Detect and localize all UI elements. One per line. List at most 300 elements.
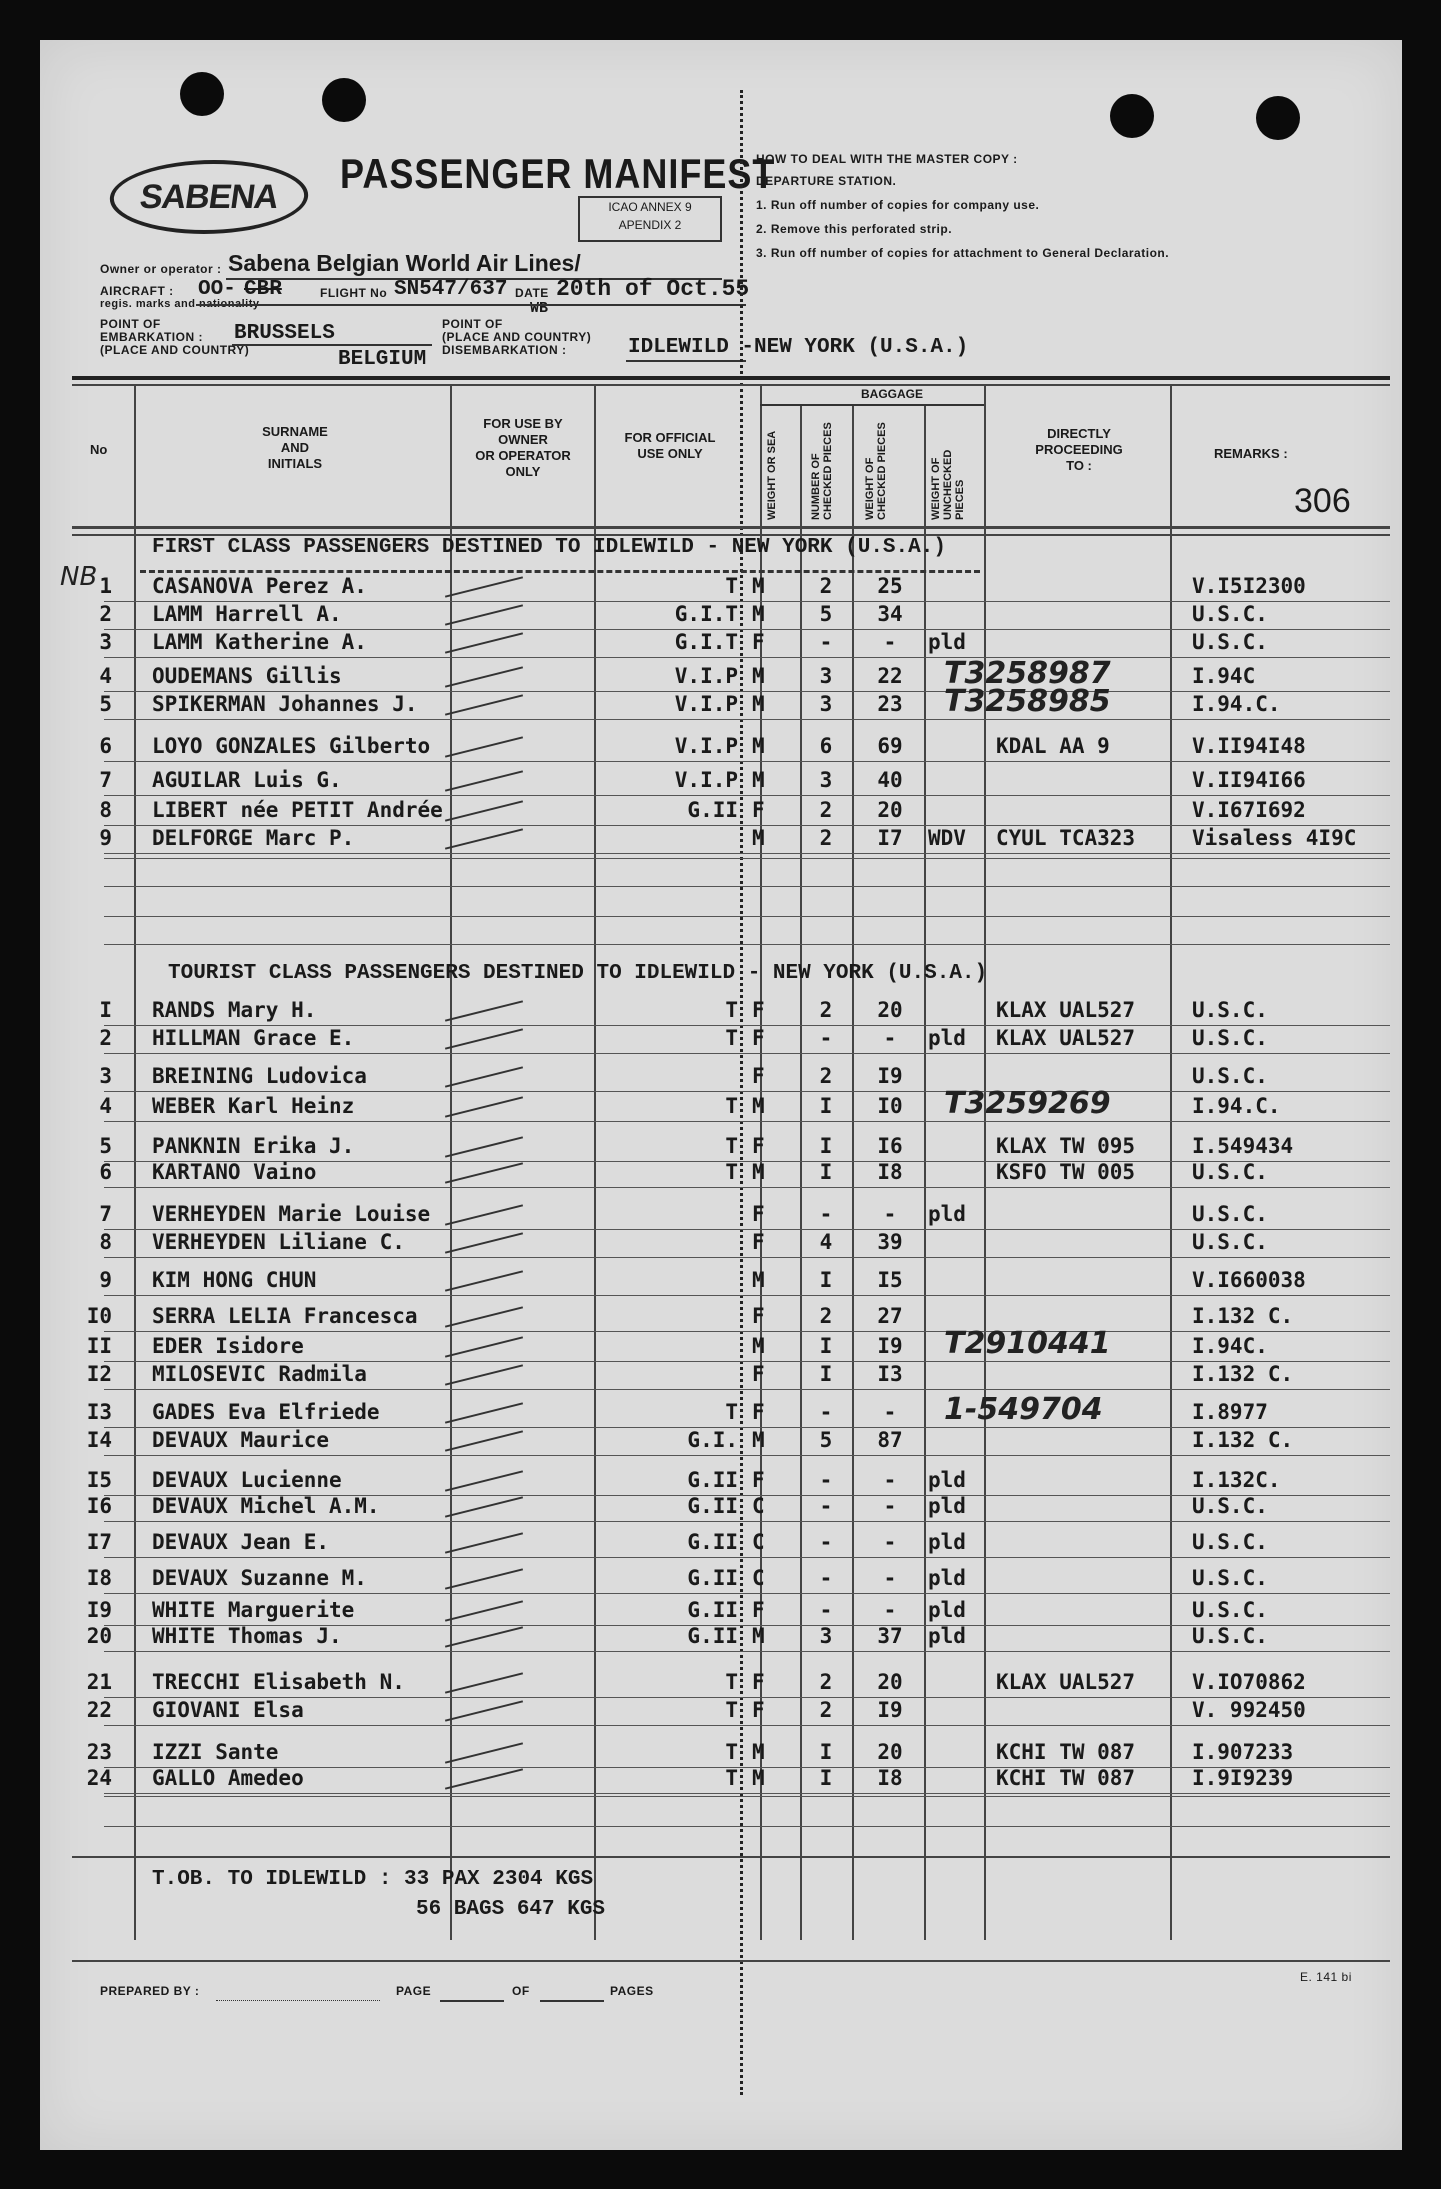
blank-row-rule [104, 1826, 1390, 1827]
official-tick-mark [445, 1336, 523, 1357]
cell-pieces: 3 [819, 664, 833, 688]
table-row [0, 1428, 1441, 1458]
cell-sex: F [752, 1026, 765, 1050]
cell-sex: F [752, 1304, 765, 1328]
cell-name: LAMM Harrell A. [152, 602, 342, 626]
cell-pieces: 3 [819, 768, 833, 792]
cell-no: 9 [99, 1268, 112, 1292]
cell-name: OUDEMANS Gillis [152, 664, 342, 688]
cell-pieces: 5 [819, 1428, 833, 1452]
prepared-by-label: PREPARED BY : [100, 1984, 200, 1998]
cell-direct: KLAX UAL527 [996, 1026, 1136, 1050]
cell-name: MILOSEVIC Radmila [152, 1362, 367, 1386]
cell-remarks: I.94C [1192, 664, 1256, 688]
howto-step: 3. Run off number of copies for attachment to General Declaration. [756, 246, 1170, 260]
official-tick-mark [445, 1532, 523, 1553]
row-underline [104, 1121, 1390, 1122]
table-row [0, 1086, 1441, 1124]
cell-pieces: 2 [819, 998, 833, 1022]
flight-value: SN547/637 [394, 278, 508, 301]
row-underline [104, 1725, 1390, 1726]
official-tick-mark [445, 666, 523, 687]
cell-sex: M [752, 1160, 765, 1184]
row-underline [104, 1257, 1390, 1258]
cell-sex: M [752, 574, 765, 598]
cell-no: 6 [99, 734, 112, 758]
cell-name: DEVAUX Michel A.M. [152, 1494, 380, 1518]
blank-row-rule [104, 858, 1390, 859]
cell-official: G.I.T [674, 602, 738, 626]
date-label: DATE [515, 286, 549, 300]
cell-pieces: I [819, 1268, 833, 1292]
table-row [0, 1160, 1441, 1190]
cell-remarks: V.I67I692 [1192, 798, 1306, 822]
howto-step: 1. Run off number of copies for company use. [756, 198, 1040, 212]
official-tick-mark [445, 1204, 523, 1225]
cell-direct: CYUL TCA323 [996, 826, 1136, 850]
official-tick-mark [445, 1232, 523, 1253]
cell-remarks: U.S.C. [1192, 1160, 1268, 1184]
cell-remarks: V.II94I48 [1192, 734, 1306, 758]
cell-no: 6 [99, 1160, 112, 1184]
row-underline [104, 1295, 1390, 1296]
row-underline [104, 1521, 1390, 1522]
cell-pieces: 2 [819, 826, 833, 850]
col-official-header [600, 430, 740, 462]
table-row [0, 656, 1441, 694]
cell-official: T [725, 1740, 738, 1764]
cell-name: HILLMAN Grace E. [152, 1026, 355, 1050]
sabena-logo: SABENA [105, 160, 313, 234]
cell-name: WEBER Karl Heinz [152, 1094, 355, 1118]
cell-weight: 20 [877, 998, 903, 1022]
cell-weight: 20 [877, 798, 903, 822]
row-underline [104, 1651, 1390, 1652]
cell-sex: F [752, 998, 765, 1022]
table-row [0, 1494, 1441, 1524]
cell-sex: F [752, 1134, 765, 1158]
row-underline [104, 1389, 1390, 1390]
table-row [0, 1530, 1441, 1560]
official-tick-mark [445, 1430, 523, 1451]
official-tick-mark [445, 1402, 523, 1423]
cell-weight: 87 [877, 1428, 903, 1452]
row-underline [104, 1053, 1390, 1054]
col-surname-header [230, 424, 360, 472]
cell-remarks: V.IO70862 [1192, 1670, 1306, 1694]
cell-hand: T2910441 [944, 1326, 1111, 1361]
cell-remarks: U.S.C. [1192, 630, 1268, 654]
cell-weight: 20 [877, 1740, 903, 1764]
cell-weight: I9 [877, 1698, 903, 1722]
cell-no: I2 [86, 1362, 112, 1386]
blank-row-rule [104, 886, 1390, 887]
cell-name: LIBERT née PETIT Andrée [152, 798, 443, 822]
cell-name: LAMM Katherine A. [152, 630, 367, 654]
cell-sex: M [752, 768, 765, 792]
cell-weight: - [883, 1530, 897, 1554]
row-underline [104, 1593, 1390, 1594]
cell-official: T [725, 1400, 738, 1424]
cell-no: 5 [99, 1134, 112, 1158]
annex-line: ICAO ANNEX 9 [608, 200, 692, 214]
cell-name: BREINING Ludovica [152, 1064, 367, 1088]
cell-unchecked: pld [928, 1530, 966, 1554]
official-tick-mark [445, 1028, 523, 1049]
cell-sex: M [752, 664, 765, 688]
row-underline [104, 761, 1390, 762]
cell-pieces: 2 [819, 1304, 833, 1328]
cell-official: T [725, 574, 738, 598]
cell-weight: 20 [877, 1670, 903, 1694]
official-tick-mark [445, 604, 523, 625]
cell-weight: I7 [877, 826, 903, 850]
col-owner-line: OWNER [498, 432, 548, 447]
cell-weight: I8 [877, 1160, 903, 1184]
cell-sex: M [752, 1740, 765, 1764]
cell-name: LOYO GONZALES Gilberto [152, 734, 431, 758]
cell-name: AGUILAR Luis G. [152, 768, 342, 792]
table-row [0, 602, 1441, 632]
disembark-label-line: (PLACE AND COUNTRY) [442, 330, 592, 344]
cell-unchecked: WDV [928, 826, 966, 850]
cell-official: G.II [687, 1468, 738, 1492]
cell-no: 4 [99, 664, 112, 688]
cell-sex: M [752, 1624, 765, 1648]
aircraft-value: OO- [198, 278, 236, 301]
disembark-label-line: DISEMBARKATION : [442, 343, 567, 357]
punch-hole [180, 72, 224, 116]
cell-name: GALLO Amedeo [152, 1766, 304, 1790]
col-direct-header [1004, 426, 1154, 474]
col-weight-sea-header: WEIGHT OR SEA [766, 430, 778, 520]
cell-pieces: - [819, 1468, 833, 1492]
cell-weight: I0 [877, 1094, 903, 1118]
cell-direct: KLAX UAL527 [996, 1670, 1136, 1694]
cell-official: T [725, 1094, 738, 1118]
cell-no: 8 [99, 1230, 112, 1254]
col-surname-line: INITIALS [267, 456, 323, 471]
row-underline [104, 1455, 1390, 1456]
cell-name: CASANOVA Perez A. [152, 574, 367, 598]
cell-official: T [725, 998, 738, 1022]
operator-label: Owner or operator : [100, 262, 222, 276]
cell-remarks: U.S.C. [1192, 1624, 1268, 1648]
cell-hand: 1-549704 [944, 1392, 1103, 1427]
cell-official: T [725, 1026, 738, 1050]
table-row [0, 1766, 1441, 1796]
table-row [0, 768, 1441, 798]
cell-remarks: Visaless 4I9C [1192, 826, 1357, 850]
col-weight-unchecked-header: WEIGHT OF UNCHECKED PIECES [930, 449, 966, 520]
cell-weight: - [883, 1202, 897, 1226]
cell-name: EDER Isidore [152, 1334, 304, 1358]
cell-weight: 37 [877, 1624, 903, 1648]
col-remarks-header: REMARKS : [1214, 446, 1288, 461]
cell-weight: 39 [877, 1230, 903, 1254]
official-tick-mark [445, 632, 523, 653]
cell-sex: M [752, 692, 765, 716]
punch-hole [1256, 96, 1300, 140]
cell-pieces: 5 [819, 602, 833, 626]
cell-sex: F [752, 630, 765, 654]
col-direct-line: DIRECTLY [1047, 426, 1111, 441]
official-tick-mark [445, 1742, 523, 1763]
cell-sex: F [752, 1202, 765, 1226]
cell-unchecked: pld [928, 1566, 966, 1590]
cell-name: WHITE Marguerite [152, 1598, 355, 1622]
cell-direct: KDAL AA 9 [996, 734, 1110, 758]
flight-note: WB [530, 300, 549, 317]
cell-sex: M [752, 1094, 765, 1118]
cell-sex: F [752, 1598, 765, 1622]
cell-official: V.I.P [674, 734, 738, 758]
cell-name: VERHEYDEN Liliane C. [152, 1230, 405, 1254]
cell-direct: KLAX UAL527 [996, 998, 1136, 1022]
official-tick-mark [445, 1626, 523, 1647]
cell-name: DELFORGE Marc P. [152, 826, 355, 850]
table-row [0, 1268, 1441, 1298]
cell-pieces: - [819, 1400, 833, 1424]
official-tick-mark [445, 1270, 523, 1291]
cell-remarks: U.S.C. [1192, 1494, 1268, 1518]
cell-hand: T3258985 [944, 684, 1111, 719]
cell-weight: I9 [877, 1064, 903, 1088]
table-row [0, 1064, 1441, 1094]
cell-no: 1 [99, 574, 112, 598]
date-value: 20th of Oct.55 [556, 276, 750, 302]
official-tick-mark [445, 1768, 523, 1789]
cell-remarks: I.94C. [1192, 1334, 1268, 1358]
cell-pieces: 2 [819, 574, 833, 598]
cell-sex: F [752, 798, 765, 822]
cell-no: 3 [99, 630, 112, 654]
page-number: 306 [1294, 482, 1351, 520]
cell-pieces: I [819, 1160, 833, 1184]
cell-pieces: 3 [819, 1624, 833, 1648]
official-tick-mark [445, 1672, 523, 1693]
howto-station: DEPARTURE STATION. [756, 174, 897, 188]
cell-unchecked: pld [928, 1202, 966, 1226]
cell-name: GADES Eva Elfriede [152, 1400, 380, 1424]
cell-name: DEVAUX Jean E. [152, 1530, 330, 1554]
cell-no: I5 [86, 1468, 112, 1492]
cell-pieces: - [819, 1494, 833, 1518]
official-tick-mark [445, 1306, 523, 1327]
cell-sex: M [752, 1268, 765, 1292]
operator-value: Sabena Belgian World Air Lines/ [228, 250, 581, 276]
table-row [0, 1566, 1441, 1596]
cell-pieces: 3 [819, 692, 833, 716]
official-tick-mark [445, 1700, 523, 1721]
row-underline [104, 1091, 1390, 1092]
cell-direct: KSFO TW 005 [996, 1160, 1136, 1184]
cell-official: G.I.T [674, 630, 738, 654]
table-row [0, 1304, 1441, 1334]
official-tick-mark [445, 770, 523, 791]
cell-sex: F [752, 1670, 765, 1694]
cell-remarks: U.S.C. [1192, 602, 1268, 626]
first-class-heading: FIRST CLASS PASSENGERS DESTINED TO IDLEWILD - NEW YORK (U.S.A.) [152, 536, 946, 559]
blank-row-rule [104, 916, 1390, 917]
flight-label: FLIGHT No [320, 286, 388, 300]
cell-no: 7 [99, 1202, 112, 1226]
table-row [0, 1362, 1441, 1392]
cell-sex: M [752, 1766, 765, 1790]
cell-remarks: U.S.C. [1192, 1598, 1268, 1622]
cell-official: G.II [687, 1624, 738, 1648]
cell-weight: I9 [877, 1334, 903, 1358]
cell-sex: M [752, 826, 765, 850]
cell-no: I8 [86, 1566, 112, 1590]
totals-line: T.OB. TO IDLEWILD : 33 PAX 2304 KGS [152, 1868, 594, 1891]
cell-pieces: 2 [819, 1064, 833, 1088]
cell-pieces: - [819, 1566, 833, 1590]
cell-no: II [86, 1334, 112, 1358]
cell-pieces: 2 [819, 1670, 833, 1694]
cell-pieces: I [819, 1740, 833, 1764]
cell-pieces: 4 [819, 1230, 833, 1254]
cell-name: DEVAUX Suzanne M. [152, 1566, 367, 1590]
table-row [0, 1326, 1441, 1364]
howto-title: HOW TO DEAL WITH THE MASTER COPY : [756, 152, 1018, 166]
official-tick-mark [445, 736, 523, 757]
official-tick-mark [445, 694, 523, 715]
cell-official: T [725, 1134, 738, 1158]
cell-weight: 22 [877, 664, 903, 688]
row-underline [104, 1557, 1390, 1558]
col-num-checked-header: NUMBER OF CHECKED PIECES [810, 422, 834, 520]
cell-official: T [725, 1160, 738, 1184]
cell-weight: I3 [877, 1362, 903, 1386]
cell-official: G.II [687, 1566, 738, 1590]
cell-name: RANDS Mary H. [152, 998, 317, 1022]
aircraft-sub: regis. marks and nationality [100, 298, 260, 310]
cell-official: G.I. [687, 1428, 738, 1452]
cell-pieces: - [819, 1026, 833, 1050]
cell-remarks: I.907233 [1192, 1740, 1294, 1764]
baggage-header: BAGGAGE [860, 387, 923, 401]
table-row [0, 684, 1441, 722]
cell-no: 23 [86, 1740, 112, 1764]
cell-no: 4 [99, 1094, 112, 1118]
col-owner-line: ONLY [505, 464, 541, 479]
cell-remarks: V.II94I66 [1192, 768, 1306, 792]
cell-official: T [725, 1670, 738, 1694]
cell-no: 5 [99, 692, 112, 716]
disembark-value: IDLEWILD -NEW YORK (U.S.A.) [628, 336, 969, 359]
cell-remarks: V.I660038 [1192, 1268, 1306, 1292]
cell-sex: M [752, 734, 765, 758]
row-underline [104, 657, 1390, 658]
cell-weight: - [883, 1494, 897, 1518]
cell-sex: M [752, 1428, 765, 1452]
table-row [0, 630, 1441, 660]
blank-row-rule [104, 1796, 1390, 1797]
cell-remarks: V.I5I2300 [1192, 574, 1306, 598]
cell-weight: 69 [877, 734, 903, 758]
cell-pieces: 6 [819, 734, 833, 758]
cell-official: V.I.P [674, 692, 738, 716]
table-row [0, 1230, 1441, 1260]
page-label: PAGE [396, 1984, 432, 1998]
cell-weight: 23 [877, 692, 903, 716]
aircraft-struck: CBR [244, 278, 282, 301]
col-surname-line: AND [280, 440, 310, 455]
cell-name: KIM HONG CHUN [152, 1268, 317, 1292]
table-row [0, 1698, 1441, 1728]
cell-unchecked: pld [928, 1624, 966, 1648]
cell-pieces: - [819, 630, 833, 654]
col-weight-checked-header: WEIGHT OF CHECKED PIECES [864, 422, 888, 520]
cell-no: I0 [86, 1304, 112, 1328]
official-tick-mark [445, 576, 523, 597]
col-no-header: No [90, 442, 108, 457]
cell-remarks: I.132 C. [1192, 1428, 1294, 1452]
embark-label-line: (PLACE AND COUNTRY) [100, 343, 250, 357]
cell-pieces: - [819, 1202, 833, 1226]
cell-name: WHITE Thomas J. [152, 1624, 342, 1648]
blank-row-rule [104, 944, 1390, 945]
official-tick-mark [445, 1364, 523, 1385]
cell-remarks: V. 992450 [1192, 1698, 1306, 1722]
official-tick-mark [445, 1000, 523, 1021]
cell-hand: T3259269 [944, 1086, 1111, 1121]
cell-weight: I6 [877, 1134, 903, 1158]
cell-sex: F [752, 1400, 765, 1424]
row-underline [104, 719, 1390, 720]
cell-sex: C [752, 1530, 765, 1554]
of-label: OF [512, 1984, 530, 1998]
annex-line: APENDIX 2 [618, 218, 682, 232]
table-row [0, 734, 1441, 764]
cell-remarks: U.S.C. [1192, 1026, 1268, 1050]
cell-name: DEVAUX Lucienne [152, 1468, 342, 1492]
cell-remarks: I.94.C. [1192, 692, 1281, 716]
cell-weight: 40 [877, 768, 903, 792]
cell-unchecked: pld [928, 1026, 966, 1050]
embark-city: BRUSSELS [234, 322, 335, 345]
cell-direct: KCHI TW 087 [996, 1766, 1136, 1790]
form-code: E. 141 bi [1300, 1970, 1352, 1984]
cell-remarks: U.S.C. [1192, 1530, 1268, 1554]
cell-sex: F [752, 1064, 765, 1088]
cell-official: G.II [687, 1598, 738, 1622]
cell-name: GIOVANI Elsa [152, 1698, 304, 1722]
pages-label: PAGES [610, 1984, 654, 1998]
cell-remarks: U.S.C. [1192, 1566, 1268, 1590]
table-row [0, 574, 1441, 604]
cell-remarks: U.S.C. [1192, 1202, 1268, 1226]
cell-name: SPIKERMAN Johannes J. [152, 692, 418, 716]
cell-remarks: I.549434 [1192, 1134, 1294, 1158]
cell-pieces: I [819, 1094, 833, 1118]
col-direct-line: TO : [1066, 458, 1092, 473]
cell-name: SERRA LELIA Francesca [152, 1304, 418, 1328]
cell-remarks: I.132 C. [1192, 1304, 1294, 1328]
cell-remarks: I.8977 [1192, 1400, 1268, 1424]
cell-name: VERHEYDEN Marie Louise [152, 1202, 431, 1226]
cell-pieces: - [819, 1598, 833, 1622]
totals-line: 56 BAGS 647 KGS [416, 1898, 606, 1921]
cell-official: V.I.P [674, 768, 738, 792]
cell-official: G.II [687, 1530, 738, 1554]
cell-weight: 25 [877, 574, 903, 598]
side-note: NB [60, 562, 98, 592]
col-official-line: FOR OFFICIAL [624, 430, 716, 445]
cell-no: 21 [86, 1670, 112, 1694]
cell-pieces: I [819, 1766, 833, 1790]
